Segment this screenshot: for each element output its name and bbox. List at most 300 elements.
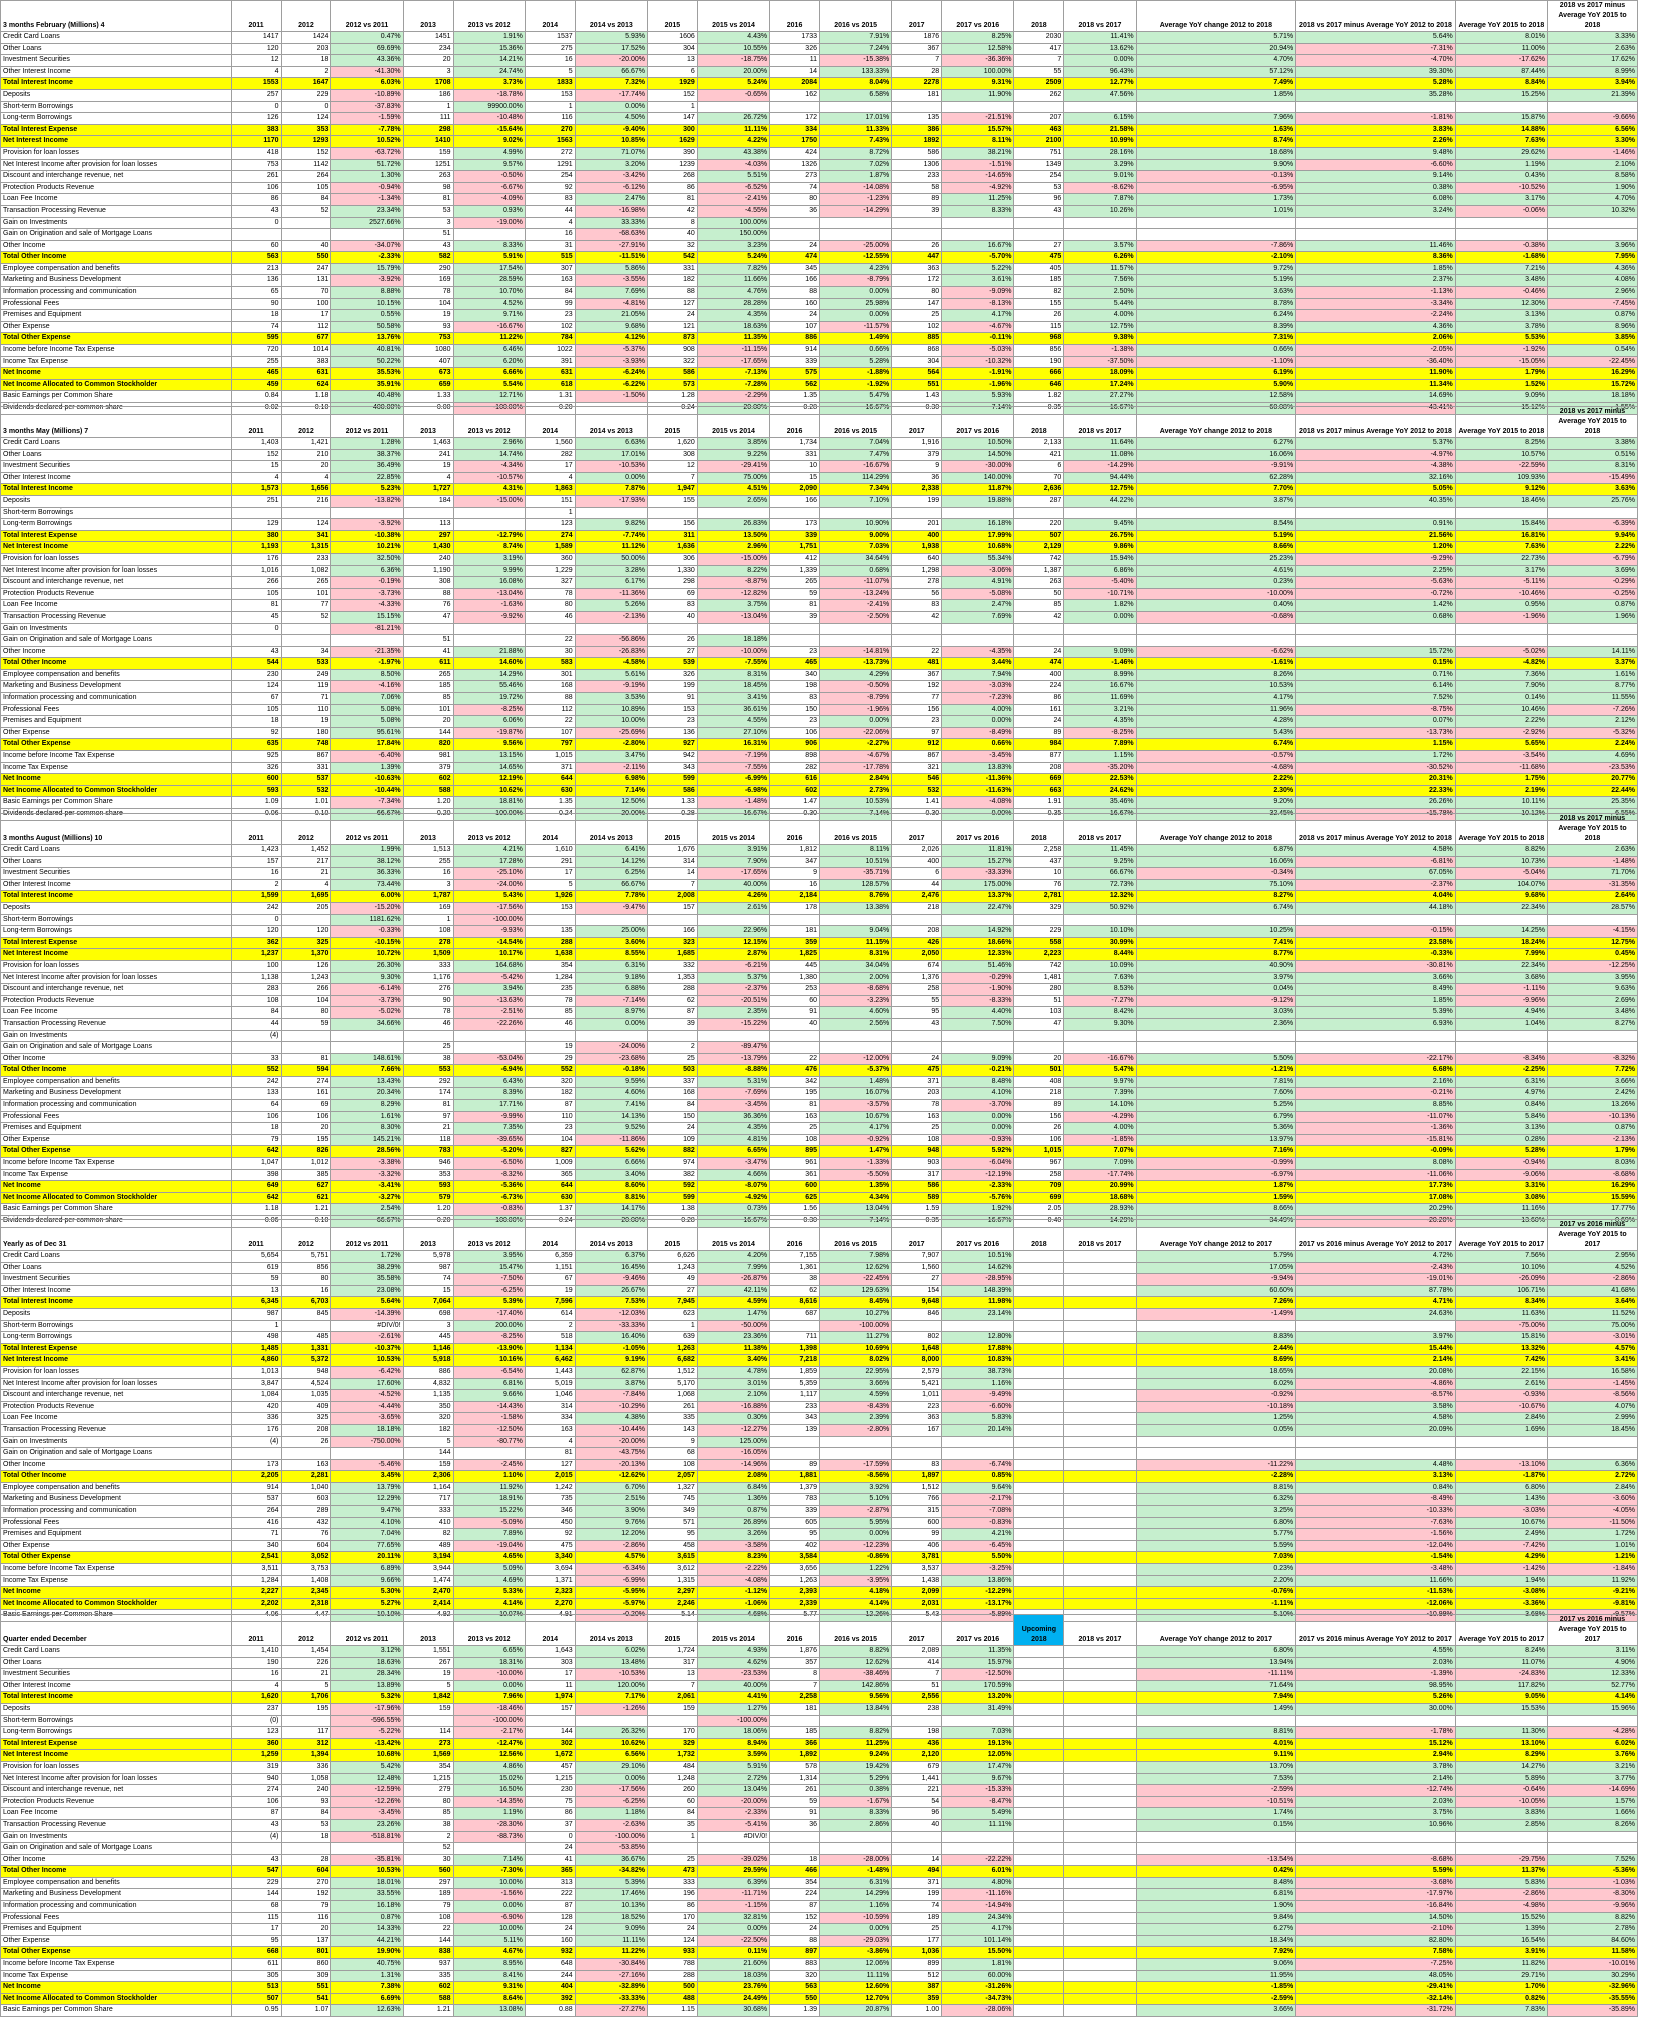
table-cell[interactable]: 92 [231, 727, 281, 739]
table-cell[interactable]: 23 [525, 1123, 575, 1135]
table-cell[interactable]: 5.93% [942, 391, 1014, 403]
table-cell[interactable]: 87 [231, 1808, 281, 1820]
table-cell[interactable] [647, 1030, 697, 1042]
table-cell[interactable] [1455, 101, 1547, 113]
column-header[interactable]: 2018 vs 2017 [1064, 407, 1136, 438]
table-cell[interactable]: 16.67% [942, 1216, 1014, 1228]
table-cell[interactable]: 4.62% [697, 1657, 769, 1669]
table-cell[interactable]: 1.99% [331, 845, 403, 857]
table-cell[interactable]: 106 [231, 182, 281, 194]
table-cell[interactable]: 308 [403, 577, 453, 589]
table-cell[interactable]: 190 [231, 1657, 281, 1669]
table-cell[interactable]: 265 [281, 577, 331, 589]
table-cell[interactable]: 6.02% [575, 1646, 647, 1658]
table-cell[interactable]: 563 [770, 1982, 820, 1994]
table-cell[interactable]: 1.16% [942, 1378, 1014, 1390]
table-cell[interactable]: 1.79% [1455, 368, 1547, 380]
table-cell[interactable]: 2.00% [819, 972, 891, 984]
table-cell[interactable] [1014, 1390, 1064, 1402]
table-cell[interactable]: 22.34% [1455, 960, 1547, 972]
table-cell[interactable] [1548, 623, 1638, 635]
table-cell[interactable]: 2,270 [525, 1598, 575, 1610]
table-cell[interactable]: 2 [231, 879, 281, 891]
table-cell[interactable]: 233 [770, 1401, 820, 1413]
table-cell[interactable]: 2,031 [892, 1598, 942, 1610]
table-cell[interactable]: -1.90% [942, 984, 1014, 996]
table-cell[interactable]: -12.79% [453, 530, 525, 542]
table-cell[interactable]: (4) [231, 1030, 281, 1042]
table-cell[interactable]: 3.23% [697, 240, 769, 252]
table-cell[interactable]: 13.76% [331, 333, 403, 345]
table-cell[interactable]: 21.56% [1296, 530, 1456, 542]
table-cell[interactable]: 4.21% [453, 845, 525, 857]
table-cell[interactable]: 9.48% [1296, 147, 1456, 159]
table-cell[interactable]: 6.80% [1136, 1646, 1296, 1658]
table-cell[interactable]: -12.82% [697, 588, 769, 600]
table-cell[interactable]: 1,676 [647, 845, 697, 857]
table-cell[interactable]: 10.51% [819, 856, 891, 868]
table-cell[interactable]: 6,359 [525, 1251, 575, 1263]
table-cell[interactable]: 162 [770, 89, 820, 101]
table-cell[interactable]: 2.69% [1548, 995, 1638, 1007]
table-cell[interactable]: 631 [525, 368, 575, 380]
table-cell[interactable]: 20 [403, 716, 453, 728]
table-cell[interactable]: -6.25% [575, 1796, 647, 1808]
table-cell[interactable]: 0.45% [1548, 949, 1638, 961]
table-cell[interactable]: -3.73% [331, 995, 403, 1007]
table-cell[interactable]: 10.99% [1064, 136, 1136, 148]
table-cell[interactable]: 144 [403, 1935, 453, 1947]
table-cell[interactable]: -6.45% [942, 1540, 1014, 1552]
table-cell[interactable]: 648 [525, 1959, 575, 1971]
table-cell[interactable]: -4.44% [331, 1401, 403, 1413]
table-cell[interactable]: 0.00% [575, 472, 647, 484]
row-label[interactable]: Total Other Expense [1, 1146, 232, 1158]
table-cell[interactable]: 7.14% [819, 1216, 891, 1228]
table-cell[interactable]: 297 [403, 1877, 453, 1889]
table-cell[interactable]: 226 [281, 1657, 331, 1669]
column-header[interactable]: 2018 vs 2017 minus Average YoY 2012 to 2018 [1296, 1, 1456, 32]
table-cell[interactable]: 6.25% [575, 868, 647, 880]
table-cell[interactable]: 886 [403, 1366, 453, 1378]
table-cell[interactable]: 17.54% [453, 263, 525, 275]
table-cell[interactable]: -63.72% [331, 147, 403, 159]
table-cell[interactable]: 542 [647, 252, 697, 264]
table-cell[interactable]: -3.92% [331, 519, 403, 531]
table-cell[interactable]: -12.04% [1296, 1540, 1456, 1552]
table-cell[interactable]: 6 [1014, 461, 1064, 473]
table-cell[interactable]: -81.21% [331, 623, 403, 635]
table-cell[interactable]: 592 [647, 1181, 697, 1193]
table-cell[interactable]: 1.66% [1548, 1808, 1638, 1820]
table-cell[interactable]: 2,026 [892, 845, 942, 857]
table-cell[interactable] [1548, 635, 1638, 647]
table-cell[interactable]: 84 [231, 1007, 281, 1019]
table-cell[interactable]: 11.45% [1064, 845, 1136, 857]
table-cell[interactable]: -17.93% [575, 495, 647, 507]
table-cell[interactable]: 8.72% [819, 147, 891, 159]
table-cell[interactable] [1064, 1982, 1136, 1994]
table-cell[interactable]: 10.73% [1455, 856, 1547, 868]
table-cell[interactable]: 43 [892, 1018, 942, 1030]
table-cell[interactable]: 1.47 [770, 797, 820, 809]
table-cell[interactable]: -5.42% [453, 972, 525, 984]
table-cell[interactable]: 22.33% [1296, 785, 1456, 797]
table-cell[interactable]: -14.54% [453, 937, 525, 949]
table-cell[interactable]: 109.93% [1455, 472, 1547, 484]
table-cell[interactable]: 14.92% [942, 926, 1014, 938]
table-cell[interactable] [1064, 1598, 1136, 1610]
table-cell[interactable] [942, 507, 1014, 519]
table-cell[interactable]: -2.92% [1455, 727, 1547, 739]
table-cell[interactable]: -12.25% [1548, 960, 1638, 972]
table-cell[interactable]: 362 [231, 937, 281, 949]
table-cell[interactable]: -12.29% [942, 1587, 1014, 1599]
table-cell[interactable]: 11.69% [1064, 693, 1136, 705]
table-cell[interactable]: 9.45% [1064, 519, 1136, 531]
table-cell[interactable]: 5.64% [331, 1297, 403, 1309]
table-cell[interactable]: 325 [281, 937, 331, 949]
table-cell[interactable]: 97 [892, 727, 942, 739]
table-cell[interactable]: -3.32% [331, 1169, 403, 1181]
table-cell[interactable]: -1.39% [1296, 1669, 1456, 1681]
table-cell[interactable]: 7.95% [1548, 252, 1638, 264]
table-cell[interactable]: 199 [647, 681, 697, 693]
table-cell[interactable]: -0.50% [819, 681, 891, 693]
table-cell[interactable]: 2.47% [942, 600, 1014, 612]
table-cell[interactable] [819, 507, 891, 519]
table-cell[interactable]: -4.67% [942, 321, 1014, 333]
table-cell[interactable]: 19 [403, 1669, 453, 1681]
table-cell[interactable]: 42.11% [697, 1285, 769, 1297]
table-cell[interactable]: 16 [403, 868, 453, 880]
table-cell[interactable]: 903 [892, 1158, 942, 1170]
table-cell[interactable]: 0 [281, 101, 331, 113]
table-cell[interactable]: 2.25% [1296, 565, 1456, 577]
table-cell[interactable]: 0.88 [525, 2005, 575, 2017]
row-label[interactable]: Information processing and communication [1, 693, 232, 705]
table-cell[interactable]: 11.25% [819, 1738, 891, 1750]
table-cell[interactable]: -15.38% [819, 55, 891, 67]
table-cell[interactable]: 123 [525, 519, 575, 531]
table-cell[interactable]: 6.56% [575, 1750, 647, 1762]
table-cell[interactable]: 1,897 [892, 1471, 942, 1483]
table-cell[interactable]: -16.67% [1064, 1053, 1136, 1065]
table-cell[interactable]: 2.56% [819, 1018, 891, 1030]
table-cell[interactable]: 47 [1014, 1018, 1064, 1030]
table-cell[interactable] [1014, 1889, 1064, 1901]
row-label[interactable]: Gain on Origination and sale of Mortgage Loans [1, 1042, 232, 1054]
table-cell[interactable]: 8.54% [1136, 519, 1296, 531]
table-cell[interactable]: 0.00% [453, 1680, 525, 1692]
table-cell[interactable]: -10.38% [331, 530, 403, 542]
table-cell[interactable] [942, 914, 1014, 926]
table-cell[interactable]: 621 [281, 1192, 331, 1204]
table-cell[interactable]: 1.82 [1014, 391, 1064, 403]
table-cell[interactable] [819, 1843, 891, 1855]
table-cell[interactable]: 51 [892, 1680, 942, 1692]
table-cell[interactable]: 8.25% [942, 32, 1014, 44]
row-label[interactable]: Net Income [1, 1181, 232, 1193]
table-cell[interactable]: 16.18% [331, 1901, 403, 1913]
table-cell[interactable] [1014, 1482, 1064, 1494]
table-cell[interactable] [331, 1042, 403, 1054]
table-cell[interactable]: 67 [525, 1274, 575, 1286]
table-cell[interactable] [1014, 217, 1064, 229]
row-label[interactable]: Provision for loan losses [1, 147, 232, 159]
table-cell[interactable]: 11 [770, 55, 820, 67]
table-cell[interactable]: 788 [647, 1959, 697, 1971]
table-cell[interactable] [1455, 1448, 1547, 1460]
table-cell[interactable]: 15.22% [453, 1506, 525, 1518]
table-cell[interactable]: -1.11% [1136, 1598, 1296, 1610]
table-cell[interactable] [1014, 1692, 1064, 1704]
table-cell[interactable]: 0.11% [697, 1947, 769, 1959]
table-cell[interactable]: 91 [770, 1007, 820, 1019]
table-cell[interactable]: 110 [281, 704, 331, 716]
table-cell[interactable]: 8,000 [892, 1355, 942, 1367]
table-cell[interactable]: 11.00% [1455, 43, 1547, 55]
table-cell[interactable]: 371 [892, 1076, 942, 1088]
table-cell[interactable] [1296, 1715, 1456, 1727]
table-cell[interactable]: 2,057 [647, 1471, 697, 1483]
table-cell[interactable]: 4.17% [1136, 693, 1296, 705]
table-cell[interactable]: 7.98% [819, 1251, 891, 1263]
table-cell[interactable] [1136, 914, 1296, 926]
row-label[interactable]: Other Income [1, 1854, 232, 1866]
table-cell[interactable]: 29.62% [1455, 147, 1547, 159]
table-cell[interactable]: 119 [281, 681, 331, 693]
table-cell[interactable]: 264 [281, 171, 331, 183]
table-cell[interactable]: 9.20% [1136, 797, 1296, 809]
table-cell[interactable]: 5.24% [697, 78, 769, 90]
table-cell[interactable]: 331 [281, 762, 331, 774]
column-header[interactable]: 2015 [647, 1615, 697, 1646]
column-header[interactable]: 2014 [525, 1615, 575, 1646]
table-cell[interactable]: -4.09% [453, 194, 525, 206]
table-cell[interactable]: 2.12% [1548, 716, 1638, 728]
table-cell[interactable]: 8.41% [453, 1970, 525, 1982]
row-label[interactable]: Professional Fees [1, 1912, 232, 1924]
row-label[interactable]: Total Other Income [1, 1866, 232, 1878]
table-cell[interactable]: 7 [647, 879, 697, 891]
table-cell[interactable]: -1.21% [1136, 1065, 1296, 1077]
table-cell[interactable] [403, 1715, 453, 1727]
table-cell[interactable] [403, 507, 453, 519]
table-cell[interactable]: 2.20% [1136, 1575, 1296, 1587]
table-cell[interactable]: 20.87% [819, 2005, 891, 2017]
table-cell[interactable]: 18.34% [1136, 1935, 1296, 1947]
table-cell[interactable]: 1293 [281, 136, 331, 148]
table-cell[interactable]: 144 [525, 1727, 575, 1739]
table-cell[interactable]: 1,361 [770, 1262, 820, 1274]
table-cell[interactable]: 363 [892, 1413, 942, 1425]
table-cell[interactable]: 6.02% [1136, 1378, 1296, 1390]
table-cell[interactable]: -3.47% [697, 1158, 769, 1170]
table-cell[interactable]: 17.28% [453, 856, 525, 868]
table-cell[interactable]: -2.33% [942, 1181, 1014, 1193]
table-cell[interactable]: 10.11% [1455, 797, 1547, 809]
table-cell[interactable]: 1,732 [647, 1750, 697, 1762]
column-header[interactable]: 2017 vs 2016 minus Average YoY 2012 to 2017 [1296, 1220, 1456, 1251]
table-cell[interactable]: -8.79% [819, 275, 891, 287]
table-cell[interactable]: -20.00% [697, 1796, 769, 1808]
row-label[interactable]: Net Income Allocated to Common Stockholder [1, 1993, 232, 2005]
table-cell[interactable]: 87 [647, 1007, 697, 1019]
table-cell[interactable]: 1,443 [525, 1366, 575, 1378]
table-cell[interactable]: -3.65% [331, 1413, 403, 1425]
table-cell[interactable]: 38 [403, 1053, 453, 1065]
table-cell[interactable]: 20.31% [1296, 774, 1456, 786]
table-cell[interactable] [770, 1320, 820, 1332]
table-cell[interactable]: 1,164 [403, 1482, 453, 1494]
column-header[interactable]: Average YoY 2015 to 2017 [1455, 1615, 1547, 1646]
table-cell[interactable]: 263 [403, 171, 453, 183]
table-cell[interactable]: 8.84% [1455, 78, 1547, 90]
table-cell[interactable]: 897 [770, 1947, 820, 1959]
table-cell[interactable]: 3.41% [1548, 1355, 1638, 1367]
table-cell[interactable]: 292 [403, 1076, 453, 1088]
table-cell[interactable]: 7.94% [942, 669, 1014, 681]
table-cell[interactable]: 10.21% [331, 542, 403, 554]
table-cell[interactable]: -12.03% [575, 1308, 647, 1320]
table-cell[interactable]: -100.00% [819, 1320, 891, 1332]
table-cell[interactable]: 54 [892, 1796, 942, 1808]
table-cell[interactable]: 586 [647, 368, 697, 380]
table-cell[interactable]: 9.97% [1064, 1076, 1136, 1088]
table-cell[interactable]: 562 [770, 379, 820, 391]
table-cell[interactable]: -0.92% [819, 1134, 891, 1146]
table-cell[interactable]: -30.84% [575, 1959, 647, 1971]
table-cell[interactable]: 8.60% [575, 1181, 647, 1193]
table-cell[interactable]: -2.41% [697, 194, 769, 206]
table-cell[interactable]: 410 [403, 1517, 453, 1529]
table-cell[interactable]: 1,058 [281, 1773, 331, 1785]
table-cell[interactable]: 5.39% [1296, 1007, 1456, 1019]
table-cell[interactable]: 1.52% [1455, 379, 1547, 391]
table-cell[interactable]: 13.26% [1548, 1100, 1638, 1112]
row-label[interactable]: Premises and Equipment [1, 716, 232, 728]
table-cell[interactable]: 4.69% [1548, 751, 1638, 763]
table-cell[interactable]: 0.00% [819, 287, 891, 299]
table-cell[interactable]: 7.41% [575, 1100, 647, 1112]
table-cell[interactable]: 303 [525, 1657, 575, 1669]
table-cell[interactable]: 16.18% [942, 519, 1014, 531]
table-cell[interactable]: 367 [892, 669, 942, 681]
table-cell[interactable]: 11.58% [1548, 1947, 1638, 1959]
table-cell[interactable]: 9.09% [942, 1053, 1014, 1065]
table-cell[interactable]: -1.96% [819, 704, 891, 716]
row-label[interactable]: Information processing and communication [1, 1901, 232, 1913]
table-cell[interactable]: 43 [231, 1854, 281, 1866]
table-cell[interactable]: 1.57% [1548, 1796, 1638, 1808]
table-cell[interactable]: 644 [525, 1181, 575, 1193]
table-cell[interactable] [525, 1030, 575, 1042]
table-cell[interactable]: 157 [525, 1703, 575, 1715]
table-cell[interactable]: 360 [231, 1738, 281, 1750]
table-cell[interactable]: 76 [281, 1529, 331, 1541]
table-cell[interactable]: -12.62% [575, 1471, 647, 1483]
table-cell[interactable]: 208 [281, 1424, 331, 1436]
table-cell[interactable]: 78 [892, 1100, 942, 1112]
table-cell[interactable]: -9.47% [575, 902, 647, 914]
table-cell[interactable]: 0.00% [819, 716, 891, 728]
table-cell[interactable]: 8.66% [1136, 542, 1296, 554]
table-cell[interactable]: 16.45% [575, 1262, 647, 1274]
table-cell[interactable]: 127 [525, 1459, 575, 1471]
table-cell[interactable]: 5.91% [697, 1761, 769, 1773]
table-cell[interactable]: 5.43 [892, 1610, 942, 1622]
table-cell[interactable]: 2,323 [525, 1587, 575, 1599]
table-cell[interactable] [281, 1448, 331, 1460]
table-cell[interactable]: 8.30% [331, 1123, 403, 1135]
table-cell[interactable]: 458 [647, 1540, 697, 1552]
table-cell[interactable]: 0.28% [1455, 1134, 1547, 1146]
table-cell[interactable]: 17 [281, 310, 331, 322]
table-cell[interactable]: 0.00% [819, 1924, 891, 1936]
table-cell[interactable]: 32.81% [697, 1912, 769, 1924]
table-cell[interactable]: 18 [231, 1123, 281, 1135]
table-cell[interactable]: 18 [281, 55, 331, 67]
table-cell[interactable]: 150 [647, 1111, 697, 1123]
table-cell[interactable]: -7.45% [1548, 298, 1638, 310]
row-label[interactable]: Income before Income Tax Expense [1, 751, 232, 763]
table-cell[interactable]: 5.32% [331, 1692, 403, 1704]
table-cell[interactable]: 357 [770, 1657, 820, 1669]
row-label[interactable]: Discount and interchange revenue, net [1, 1785, 232, 1797]
table-cell[interactable]: 7.47% [819, 449, 891, 461]
table-cell[interactable]: 0 [231, 101, 281, 113]
table-cell[interactable]: 6.39% [697, 1877, 769, 1889]
table-cell[interactable]: 1,243 [647, 1262, 697, 1274]
column-header[interactable]: 2016 [770, 1220, 820, 1251]
table-cell[interactable]: 0.38% [1296, 182, 1456, 194]
table-cell[interactable]: 304 [647, 43, 697, 55]
table-cell[interactable] [1064, 1889, 1136, 1901]
table-cell[interactable]: -3.03% [942, 681, 1014, 693]
table-cell[interactable] [453, 1030, 525, 1042]
table-cell[interactable]: 5.27% [331, 1598, 403, 1610]
table-cell[interactable]: 6.63% [575, 438, 647, 450]
table-cell[interactable]: 466 [770, 1866, 820, 1878]
table-cell[interactable] [1064, 1540, 1136, 1552]
table-cell[interactable]: (0) [231, 1715, 281, 1727]
table-cell[interactable]: 11.35% [697, 333, 769, 345]
table-cell[interactable]: 614 [525, 1308, 575, 1320]
table-cell[interactable]: 3.66% [819, 1378, 891, 1390]
table-cell[interactable]: 13.04% [819, 1204, 891, 1216]
table-cell[interactable]: 3,612 [647, 1564, 697, 1576]
row-label[interactable]: Discount and interchange revenue, net [1, 984, 232, 996]
table-cell[interactable]: 465 [770, 658, 820, 670]
table-cell[interactable]: 1.48% [819, 1076, 891, 1088]
table-cell[interactable]: 11.81% [942, 845, 1014, 857]
table-cell[interactable]: 29.59% [697, 1866, 769, 1878]
table-cell[interactable] [892, 229, 942, 241]
section-title[interactable]: 3 months May (Millions) 7 [1, 407, 232, 438]
table-cell[interactable]: 8.42% [1064, 1007, 1136, 1019]
table-cell[interactable]: -1.38% [1064, 345, 1136, 357]
table-cell[interactable]: 340 [770, 669, 820, 681]
table-cell[interactable]: -8.56% [1548, 1390, 1638, 1402]
table-cell[interactable]: -13.17% [942, 1598, 1014, 1610]
table-cell[interactable]: 1.59% [1136, 1192, 1296, 1204]
table-cell[interactable]: 22 [403, 1924, 453, 1936]
table-cell[interactable]: 81 [525, 1448, 575, 1460]
table-cell[interactable]: 7,155 [770, 1251, 820, 1263]
row-label[interactable]: Net Income Allocated to Common Stockholder [1, 785, 232, 797]
table-cell[interactable]: -32.96% [1548, 1982, 1638, 1994]
